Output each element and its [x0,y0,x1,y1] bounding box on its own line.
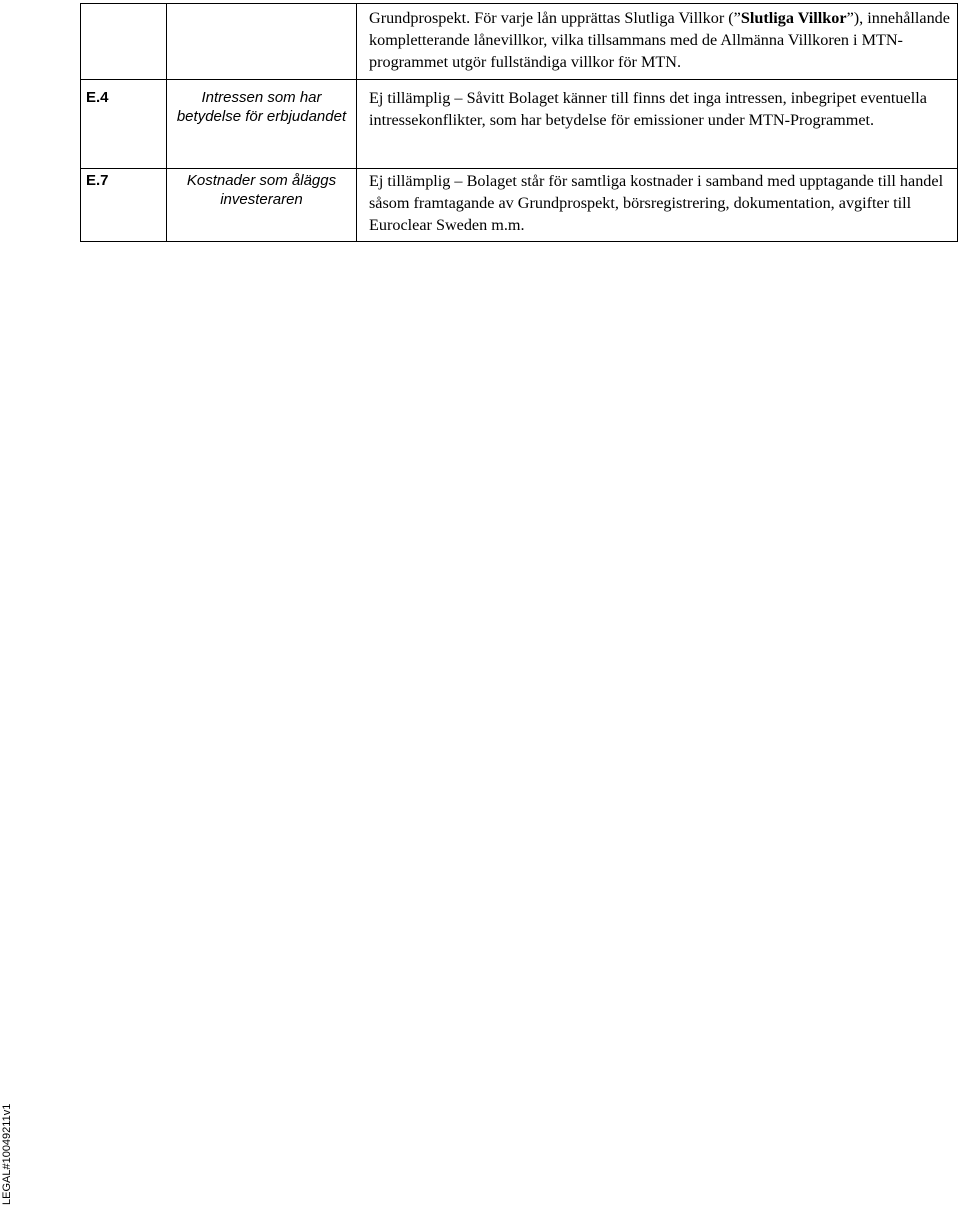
section-id: E.4 [81,80,167,169]
body-text-part: ”), innehållande kompletterande lånevillkor, vilka tillsammans med de Allmänna Villkoren i MTN-programmet utgör fullständiga villkor för MTN. [369,9,950,71]
section-label-cell [167,4,357,80]
table-row [81,169,958,242]
document-reference: LEGAL#10049211v1 [1,1103,13,1205]
body-text-part: Grundprospekt. För varje lån upprättas Slutliga Villkor (” [369,9,741,27]
section-label: Kostnader som åläggs investeraren [167,169,357,242]
section-label: Intressen som har betydelse för erbjudandet [167,80,357,169]
section-body: Ej tillämplig – Såvitt Bolaget känner till finns det inga intressen, inbegripet eventuella intressekonflikter, som har betydelse för emissioner under MTN-Programmet. [357,80,958,169]
section-body: Ej tillämplig – Bolaget står för samtliga kostnader i samband med upptagande till handel såsom framtagande av Grundprospekt, börsregistrering, dokumentation, avgifter till Euroclear Sweden m.m. [357,169,958,242]
table-row [81,80,958,169]
defined-term: Slutliga Villkor [740,9,847,27]
summary-table [80,3,958,242]
section-body-cell [357,4,958,80]
section-id-cell [81,4,167,80]
table-row [81,4,958,80]
section-id: E.7 [81,169,167,242]
